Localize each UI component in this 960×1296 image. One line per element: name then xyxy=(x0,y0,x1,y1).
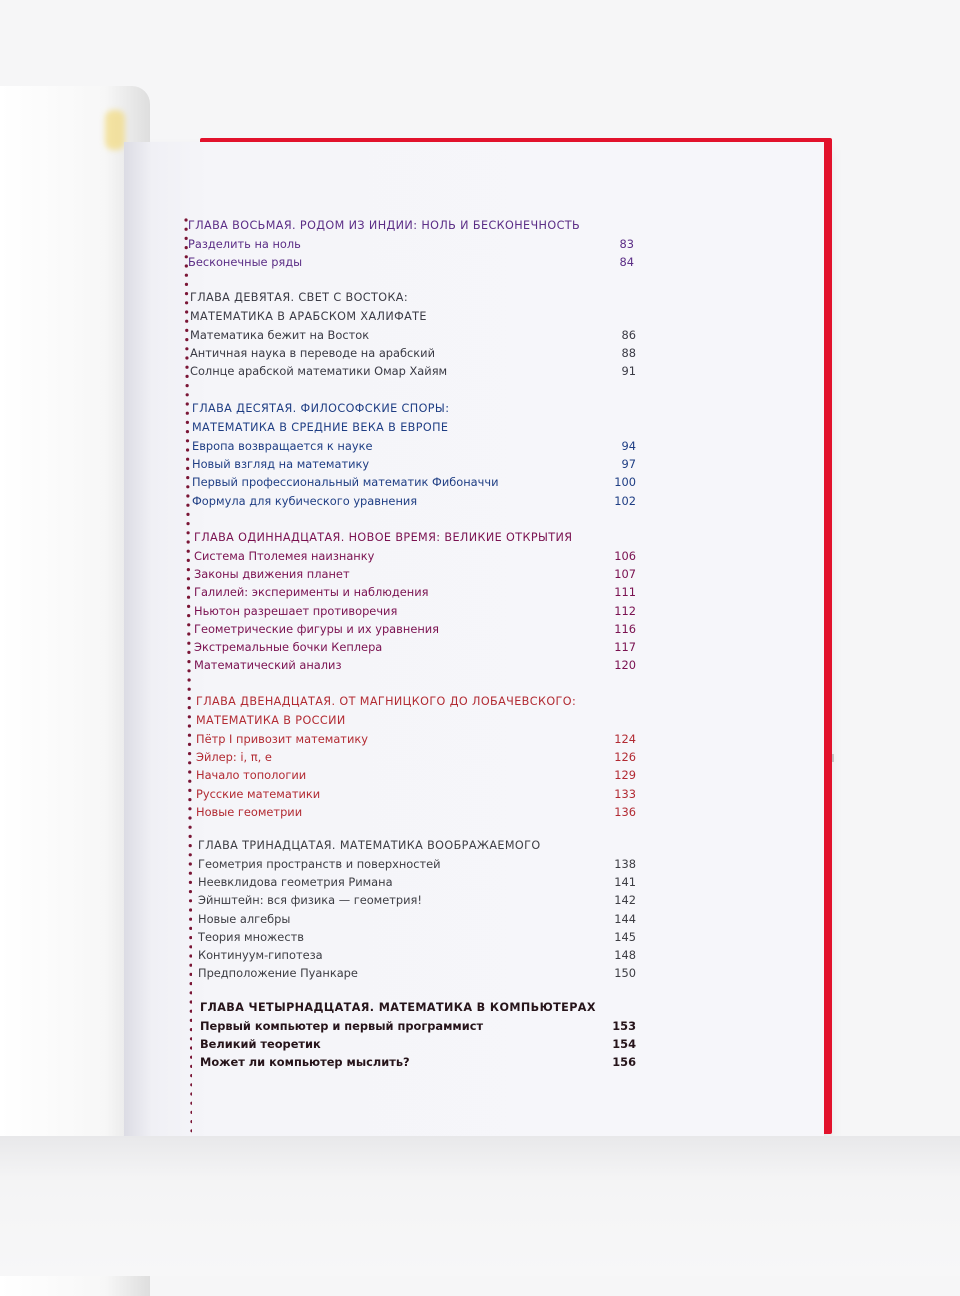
entry-page: 106 xyxy=(614,549,636,563)
toc-entry[interactable] xyxy=(198,964,636,982)
toc-entry[interactable] xyxy=(194,547,636,565)
page-speck xyxy=(832,754,834,762)
chapter-12 xyxy=(196,692,636,821)
chapter-8 xyxy=(188,216,634,271)
chapter-13 xyxy=(198,836,636,982)
toc-entry[interactable] xyxy=(196,730,636,748)
entry-title: Формула для кубического уравнения xyxy=(192,493,418,508)
toc-entry[interactable] xyxy=(198,873,636,891)
table-surface xyxy=(0,1136,960,1276)
entry-title: Предположение Пуанкаре xyxy=(198,966,358,981)
entry-title: Геометрия пространств и поверхностей xyxy=(198,857,441,871)
entry-page: 97 xyxy=(621,457,636,472)
toc-entry[interactable] xyxy=(188,235,634,253)
entry-title: Античная наука в переводе на арабский xyxy=(190,346,435,361)
entry-title: Теория множеств xyxy=(198,929,304,944)
entry-page: 84 xyxy=(619,255,634,270)
toc-entry[interactable] xyxy=(194,620,636,638)
entry-title: Эйлер: i, π, e xyxy=(196,750,272,765)
entry-page: 138 xyxy=(614,857,636,871)
entry-page: 116 xyxy=(614,621,636,636)
toc-entry[interactable] xyxy=(200,1035,636,1053)
toc-entry[interactable] xyxy=(196,803,636,821)
toc-entry[interactable] xyxy=(190,344,636,362)
entry-title: Первый компьютер и первый программист xyxy=(200,1019,484,1033)
entry-page: 86 xyxy=(621,328,636,342)
chapter-title: ГЛАВА ТРИНАДЦАТАЯ. МАТЕМАТИКА ВООБРАЖАЕМОГО xyxy=(198,839,541,852)
entry-page: 126 xyxy=(614,750,636,765)
toc-entry[interactable] xyxy=(198,855,636,873)
toc-entry[interactable] xyxy=(194,602,636,620)
entry-page: 117 xyxy=(614,640,636,655)
entry-title: Неевклидова геометрия Римана xyxy=(198,875,393,890)
entry-title: Разделить на ноль xyxy=(188,237,301,251)
entry-page: 83 xyxy=(619,237,634,251)
toc-entry[interactable] xyxy=(192,455,636,473)
entry-title: Ньютон разрешает противоречия xyxy=(194,603,398,618)
entry-page: 94 xyxy=(621,439,636,453)
entry-title: Геометрические фигуры и их уравнения xyxy=(194,621,440,636)
chapter-title: ГЛАВА ВОСЬМАЯ. РОДОМ ИЗ ИНДИИ: НОЛЬ И БЕСКОНЕЧНОСТЬ xyxy=(188,219,581,232)
entry-title: Новый взгляд на математику xyxy=(192,457,370,472)
entry-title: Законы движения планет xyxy=(194,567,350,582)
toc-entry[interactable] xyxy=(188,253,634,271)
entry-page: 133 xyxy=(614,786,636,801)
entry-page: 102 xyxy=(614,493,636,508)
toc-entry[interactable] xyxy=(196,748,636,766)
toc-entry[interactable] xyxy=(194,583,636,601)
entry-page: 153 xyxy=(612,1019,636,1033)
entry-page: 107 xyxy=(614,567,636,582)
entry-title: Великий теоретик xyxy=(200,1037,321,1052)
toc-entry[interactable] xyxy=(196,766,636,784)
entry-title: Пётр I привозит математику xyxy=(196,732,368,746)
entry-page: 148 xyxy=(614,948,636,963)
chapter-9 xyxy=(190,288,636,381)
toc-entry[interactable] xyxy=(198,910,636,928)
entry-page: 141 xyxy=(614,875,636,890)
toc-entry[interactable] xyxy=(192,492,636,510)
chapter-title: ГЛАВА ОДИННАДЦАТАЯ. НОВОЕ ВРЕМЯ: ВЕЛИКИЕ ОТКРЫТИЯ xyxy=(194,531,573,544)
left-page-edge xyxy=(105,110,125,150)
entry-page: 124 xyxy=(614,732,636,746)
chapter-11 xyxy=(194,528,636,674)
entry-title: Первый профессиональный математик Фибоначчи xyxy=(192,475,499,490)
entry-page: 100 xyxy=(614,475,636,490)
toc-page xyxy=(124,142,824,1136)
entry-title: Европа возвращается к науке xyxy=(192,439,373,453)
toc-entry[interactable] xyxy=(200,1017,636,1035)
chapter-10 xyxy=(192,399,636,510)
entry-title: Математика бежит на Восток xyxy=(190,328,370,342)
entry-page: 154 xyxy=(612,1037,636,1052)
entry-page: 145 xyxy=(614,929,636,944)
entry-page: 120 xyxy=(614,658,636,673)
entry-title: Солнце арабской математики Омар Хайям xyxy=(190,364,448,379)
entry-page: 136 xyxy=(614,804,636,819)
toc-entry[interactable] xyxy=(194,656,636,674)
entry-title: Новые алгебры xyxy=(198,911,291,926)
toc-entry[interactable] xyxy=(194,565,636,583)
toc-entry[interactable] xyxy=(194,638,636,656)
chapter-title: МАТЕМАТИКА В СРЕДНИЕ ВЕКА В ЕВРОПЕ xyxy=(192,421,449,434)
table-of-contents xyxy=(124,142,824,1136)
entry-title: Математический анализ xyxy=(194,658,342,673)
toc-entry[interactable] xyxy=(192,437,636,455)
entry-title: Эйнштейн: вся физика — геометрия! xyxy=(198,893,422,908)
entry-title: Галилей: эксперименты и наблюдения xyxy=(194,585,429,600)
toc-entry[interactable] xyxy=(190,362,636,380)
chapter-title: МАТЕМАТИКА В РОССИИ xyxy=(196,714,346,727)
toc-entry[interactable] xyxy=(192,473,636,491)
chapter-title: МАТЕМАТИКА В АРАБСКОМ ХАЛИФАТЕ xyxy=(190,310,427,323)
entry-page: 150 xyxy=(614,966,636,981)
entry-title: Система Птолемея наизнанку xyxy=(194,549,375,563)
entry-page: 91 xyxy=(621,364,636,379)
toc-entry[interactable] xyxy=(196,785,636,803)
entry-title: Новые геометрии xyxy=(196,804,303,819)
toc-entry[interactable] xyxy=(200,1053,636,1071)
toc-entry[interactable] xyxy=(190,326,636,344)
entry-page: 142 xyxy=(614,893,636,908)
entry-page: 156 xyxy=(612,1055,636,1070)
chapter-14 xyxy=(200,998,636,1072)
entry-title: Бесконечные ряды xyxy=(188,255,303,270)
entry-page: 144 xyxy=(614,911,636,926)
chapter-title: ГЛАВА ДЕСЯТАЯ. ФИЛОСОФСКИЕ СПОРЫ: xyxy=(192,402,450,415)
toc-entry[interactable] xyxy=(198,928,636,946)
chapter-title: ГЛАВА ДЕВЯТАЯ. СВЕТ С ВОСТОКА: xyxy=(190,291,409,304)
entry-title: Континуум-гипотеза xyxy=(198,948,323,963)
toc-entry[interactable] xyxy=(198,946,636,964)
entry-title: Начало топологии xyxy=(196,768,307,783)
entry-page: 111 xyxy=(614,585,636,600)
entry-title: Экстремальные бочки Кеплера xyxy=(194,640,383,655)
entry-page: 112 xyxy=(614,603,636,618)
chapter-title: ГЛАВА ДВЕНАДЦАТАЯ. ОТ МАГНИЦКОГО ДО ЛОБАЧЕВСКОГО: xyxy=(196,695,577,708)
entry-title: Русские математики xyxy=(196,786,321,801)
entry-title: Может ли компьютер мыслить? xyxy=(200,1055,410,1070)
toc-entry[interactable] xyxy=(198,891,636,909)
entry-page: 88 xyxy=(621,346,636,361)
chapter-title: ГЛАВА ЧЕТЫРНАДЦАТАЯ. МАТЕМАТИКА В КОМПЬЮТЕРАХ xyxy=(200,1001,596,1014)
entry-page: 129 xyxy=(614,768,636,783)
